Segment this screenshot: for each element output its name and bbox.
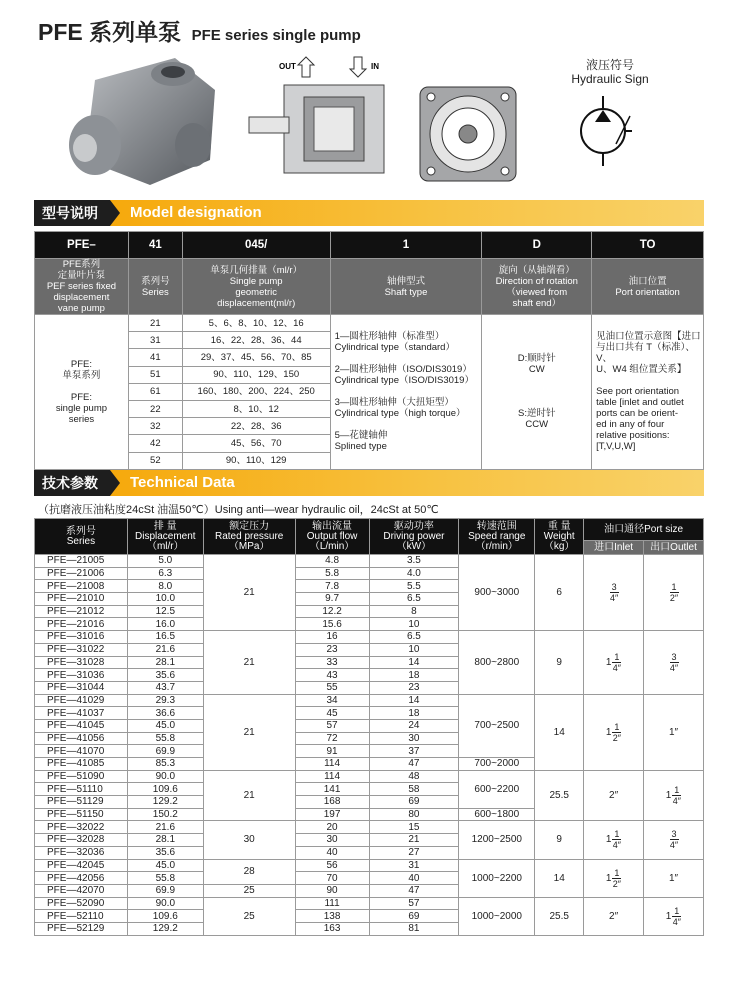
series-number: 32 [128,418,182,435]
driving-power: 8 [369,605,459,618]
output-flow: 9.7 [295,593,369,606]
driving-power: 6.5 [369,631,459,644]
tech-header-7: 油口通径Port size [584,519,704,541]
driving-power: 80 [369,808,459,821]
output-flow: 20 [295,821,369,834]
model-number: PFE—41037 [35,707,128,720]
output-flow: 45 [295,707,369,720]
displacement-value: 16.5 [127,631,203,644]
tech-section-header [34,470,704,496]
port-size-value [606,868,622,889]
output-flow: 56 [295,859,369,872]
tech-row [35,859,704,872]
model-code-0: PFE– [35,232,129,259]
outlet-port-size [644,631,704,694]
series-number: 51 [128,366,182,383]
tech-header-0: 系列号 Series [35,519,128,555]
model-number: PFE—51110 [35,783,128,796]
port-size-value [666,785,682,806]
model-number: PFE—52129 [35,922,128,935]
driving-power: 69 [369,796,459,809]
model-designation-table [34,231,704,470]
out-label: OUT [279,62,296,71]
driving-power: 10 [369,618,459,631]
output-flow: 57 [295,719,369,732]
port-size-fraction [670,582,679,603]
rated-pressure: 21 [203,631,295,694]
output-flow: 12.2 [295,605,369,618]
output-flow: 16 [295,631,369,644]
output-flow: 138 [295,910,369,923]
output-flow: 4.8 [295,555,369,568]
outlet-port-size [644,821,704,859]
inlet-port-size [584,631,644,694]
model-number: PFE—21012 [35,605,128,618]
model-number: PFE—32028 [35,834,128,847]
model-number: PFE—21010 [35,593,128,606]
displacement-value: 36.6 [127,707,203,720]
port-size-value [666,906,682,927]
speed-range: 800~2800 [459,631,535,694]
port-size-value [669,652,679,673]
displacement-options: 45、56、70 [182,435,330,452]
model-number: PFE—21006 [35,567,128,580]
displacement-value: 90.0 [127,897,203,910]
outlet-port-size [644,555,704,631]
model-section-en: Model designation [130,204,262,221]
rated-pressure: 30 [203,821,295,859]
model-header-5: 油口位置 Port orientation [592,259,704,315]
port-size-value [669,582,679,603]
speed-range: 600~2200 [459,770,535,808]
port-size-whole: 1″ [668,726,679,738]
port-size-denominator: 4″ [612,840,621,851]
weight: 25.5 [535,897,584,935]
model-number: PFE—32022 [35,821,128,834]
driving-power: 27 [369,846,459,859]
output-flow: 90 [295,884,369,897]
weight: 9 [535,821,584,859]
inlet-port-size [584,859,644,897]
speed-range: 900~3000 [459,555,535,631]
model-header-2: 单泵几何排量（ml/r） Single pump geometric displacement(ml/r) [182,259,330,315]
output-flow: 111 [295,897,369,910]
displacement-value: 69.9 [127,745,203,758]
tech-row [35,770,704,783]
model-number: PFE—41070 [35,745,128,758]
driving-power: 15 [369,821,459,834]
rated-pressure: 21 [203,694,295,770]
weight: 14 [535,859,584,897]
model-section-cn: 型号说明 [34,200,110,226]
displacement-value: 45.0 [127,719,203,732]
driving-power: 4.0 [369,567,459,580]
driving-power: 14 [369,694,459,707]
shaft-types: 1—圆柱形轴伸（标准型） Cylindrical type（standard） 2—圆柱形轴伸（ISO/DIS3019） Cylindrical type（ISO/DIS3019） 3—圆柱形轴伸（大扭矩型） Cylindrical type（high torque） 5—花键轴伸 Splined type [330,315,482,470]
port-size-denominator: 4″ [669,840,679,851]
speed-range: 1000~2200 [459,859,535,897]
tech-section-en: Technical Data [130,474,235,491]
output-flow: 70 [295,872,369,885]
displacement-value: 29.3 [127,694,203,707]
model-code-3: 1 [330,232,482,259]
in-label: IN [371,62,379,71]
rated-pressure: 21 [203,555,295,631]
tech-section-cn: 技术参数 [34,470,110,496]
port-size-whole: 2″ [609,910,619,922]
port-size-denominator: 2″ [612,732,621,743]
tech-row [35,694,704,707]
output-flow: 40 [295,846,369,859]
output-flow: 34 [295,694,369,707]
port-size-numerator: 1 [674,905,680,916]
displacement-value: 45.0 [127,859,203,872]
port-size-whole: 2″ [609,790,619,802]
output-flow: 30 [295,834,369,847]
series-description: PFE: 单泵系列 PFE: single pump series [35,315,129,470]
model-code-5: TO [592,232,704,259]
driving-power: 40 [369,872,459,885]
displacement-value: 21.6 [127,643,203,656]
output-flow: 141 [295,783,369,796]
tech-header-6: 重 量 Weight （kg） [535,519,584,555]
tech-header-row [35,519,704,541]
displacement-options: 29、37、45、56、70、85 [182,349,330,366]
rated-pressure: 21 [203,770,295,821]
displacement-value: 55.8 [127,872,203,885]
model-number: PFE—52090 [35,897,128,910]
model-number: PFE—51090 [35,770,128,783]
outlet-port-size [644,897,704,935]
port-size-denominator: 4″ [612,662,621,673]
driving-power: 14 [369,656,459,669]
model-header-1: 系列号 Series [128,259,182,315]
driving-power: 18 [369,707,459,720]
port-size-value [606,722,622,743]
rated-pressure: 25 [203,884,295,897]
output-flow: 15.6 [295,618,369,631]
displacement-value: 28.1 [127,656,203,669]
port-sub-header-1: 出口Outlet [644,541,704,555]
driving-power: 69 [369,910,459,923]
hydraulic-sign-label [555,58,665,86]
rotation-options: D:顺时针 CW S:逆时针 CCW [482,315,592,470]
port-size-value [669,829,679,850]
output-flow: 91 [295,745,369,758]
displacement-value: 150.2 [127,808,203,821]
driving-power: 18 [369,669,459,682]
port-size-whole: 1 [605,834,612,846]
driving-power: 37 [369,745,459,758]
hydraulic-symbol-icon [572,96,634,166]
port-size-denominator: 2″ [669,593,679,604]
page-title [38,14,361,47]
port-size-fraction [612,868,621,889]
port-size-fraction [612,722,621,743]
driving-power: 81 [369,922,459,935]
port-size-whole: 1 [605,726,612,738]
port-size-numerator: 1 [674,785,680,796]
hydraulic-en: Hydraulic Sign [571,72,649,86]
output-flow: 33 [295,656,369,669]
displacement-options: 90、110、129 [182,452,330,469]
inlet-port-size [584,821,644,859]
displacement-value: 69.9 [127,884,203,897]
displacement-value: 90.0 [127,770,203,783]
driving-power: 57 [369,897,459,910]
tech-row [35,821,704,834]
weight: 9 [535,631,584,694]
model-number: PFE—41045 [35,719,128,732]
model-header-3: 轴伸型式 Shaft type [330,259,482,315]
tech-header-2: 额定压力 Rated pressure （MPa） [203,519,295,555]
output-flow: 114 [295,758,369,771]
displacement-value: 6.3 [127,567,203,580]
driving-power: 47 [369,758,459,771]
port-size-fraction [610,582,619,603]
title-cn: PFE 系列单泵 [38,19,182,45]
port-size-numerator: 1 [614,651,620,662]
model-number: PFE—31016 [35,631,128,644]
output-flow: 72 [295,732,369,745]
displacement-value: 35.6 [127,846,203,859]
rated-pressure: 25 [203,897,295,935]
port-size-value [609,790,618,801]
output-flow: 5.8 [295,567,369,580]
displacement-value: 55.8 [127,732,203,745]
output-flow: 23 [295,643,369,656]
model-code-4: D [482,232,592,259]
port-size-numerator: 1 [614,867,620,878]
speed-range: 600~1800 [459,808,535,821]
displacement-options: 8、10、12 [182,400,330,417]
inlet-port-size [584,897,644,935]
port-size-whole: 1 [605,872,612,884]
series-number: 31 [128,332,182,349]
weight: 25.5 [535,770,584,821]
driving-power: 23 [369,681,459,694]
displacement-value: 109.6 [127,783,203,796]
model-number: PFE—51129 [35,796,128,809]
displacement-value: 12.5 [127,605,203,618]
series-number: 61 [128,383,182,400]
output-flow: 163 [295,922,369,935]
driving-power: 21 [369,834,459,847]
port-size-numerator: 3 [671,829,677,840]
model-number: PFE—32036 [35,846,128,859]
speed-range: 700~2000 [459,758,535,771]
port-size-value [606,652,622,673]
displacement-value: 10.0 [127,593,203,606]
output-flow: 114 [295,770,369,783]
model-number: PFE—52110 [35,910,128,923]
model-number: PFE—41085 [35,758,128,771]
port-size-fraction [670,652,679,673]
port-size-denominator: 2″ [612,878,621,889]
speed-range: 1000~2000 [459,897,535,935]
port-size-numerator: 1 [614,721,620,732]
displacement-value: 8.0 [127,580,203,593]
output-flow: 43 [295,669,369,682]
port-size-fraction [670,829,679,850]
driving-power: 47 [369,884,459,897]
model-section-header [34,200,704,226]
test-condition: （抗磨液压油粘度24cSt 油温50℃）Using anti—wear hydraulic oil，24cSt at 50℃ [38,504,439,516]
model-code-1: 41 [128,232,182,259]
inlet-port-size [584,694,644,770]
outlet-port-size [644,859,704,897]
driving-power: 30 [369,732,459,745]
series-number: 22 [128,400,182,417]
port-size-whole: 1 [665,790,672,802]
driving-power: 48 [369,770,459,783]
port-size-numerator: 3 [611,582,617,593]
weight: 14 [535,694,584,770]
series-number: 52 [128,452,182,469]
port-size-denominator: 4″ [672,916,681,927]
driving-power: 6.5 [369,593,459,606]
series-number: 21 [128,315,182,332]
port-size-fraction [672,785,681,806]
displacement-value: 129.2 [127,922,203,935]
model-number: PFE—42070 [35,884,128,897]
displacement-value: 35.6 [127,669,203,682]
outlet-port-size [644,694,704,770]
port-size-value [606,829,622,850]
port-size-fraction [612,829,621,850]
displacement-options: 90、110、129、150 [182,366,330,383]
displacement-value: 21.6 [127,821,203,834]
tech-row [35,631,704,644]
model-number: PFE—31028 [35,656,128,669]
model-number: PFE—21016 [35,618,128,631]
port-size-value [669,727,678,738]
displacement-options: 16、22、28、36、44 [182,332,330,349]
model-number: PFE—31044 [35,681,128,694]
tech-row [35,555,704,568]
port-size-fraction [612,652,621,673]
model-code-2: 045/ [182,232,330,259]
displacement-options: 160、180、200、224、250 [182,383,330,400]
title-en: PFE series single pump [191,27,361,44]
displacement-options: 22、28、36 [182,418,330,435]
driving-power: 31 [369,859,459,872]
model-number: PFE—31036 [35,669,128,682]
outlet-port-size [644,770,704,821]
model-number: PFE—42045 [35,859,128,872]
pump-photo [55,50,220,190]
model-header-4: 旋向（从轴端看） Direction of rotation （viewed from shaft end） [482,259,592,315]
port-size-value [609,582,619,603]
displacement-value: 28.1 [127,834,203,847]
model-row [35,315,704,332]
series-number: 41 [128,349,182,366]
speed-range: 1200~2500 [459,821,535,859]
tech-row [35,897,704,910]
port-size-whole: 1″ [668,872,679,884]
port-size-numerator: 3 [671,651,677,662]
port-size-whole: 1 [665,910,672,922]
port-size-value [609,911,618,922]
tech-header-1: 排 量 Displacement （ml/r） [127,519,203,555]
displacement-value: 129.2 [127,796,203,809]
output-flow: 197 [295,808,369,821]
technical-data-table [34,518,704,936]
displacement-value: 16.0 [127,618,203,631]
pump-section-drawing [244,55,409,180]
model-number: PFE—21005 [35,555,128,568]
displacement-value: 5.0 [127,555,203,568]
port-size-numerator: 1 [614,829,620,840]
port-orientation: 见油口位置示意图【进口 与出口共有 T（标准）、V、 U、W4 组位置关系】 See port orientation table [inlet and outlet ports can be orient- ed in any of four relative positions: [T,V,U,W] [592,315,704,470]
driving-power: 58 [369,783,459,796]
port-size-whole: 1 [605,656,612,668]
displacement-value: 43.7 [127,681,203,694]
displacement-value: 109.6 [127,910,203,923]
model-number: PFE—31022 [35,643,128,656]
driving-power: 5.5 [369,580,459,593]
driving-power: 24 [369,719,459,732]
pump-front-view [418,85,518,183]
output-flow: 168 [295,796,369,809]
rated-pressure: 28 [203,859,295,884]
tech-header-4: 驱动功率 Driving power （kW） [369,519,459,555]
displacement-options: 5、6、8、10、12、16 [182,315,330,332]
output-flow: 7.8 [295,580,369,593]
model-number: PFE—41056 [35,732,128,745]
weight: 6 [535,555,584,631]
model-number: PFE—41029 [35,694,128,707]
inlet-port-size [584,770,644,821]
displacement-value: 85.3 [127,758,203,771]
speed-range: 700~2500 [459,694,535,757]
inlet-port-size [584,555,644,631]
model-number: PFE—42056 [35,872,128,885]
output-flow: 55 [295,681,369,694]
tech-header-3: 输出流量 Output flow （L/min） [295,519,369,555]
port-sub-header-0: 进口Inlet [584,541,644,555]
driving-power: 10 [369,643,459,656]
model-number: PFE—21008 [35,580,128,593]
hydraulic-cn: 液压符号 [585,58,634,72]
port-size-fraction [672,906,681,927]
port-size-value [669,873,678,884]
driving-power: 3.5 [369,555,459,568]
series-number: 42 [128,435,182,452]
model-header-0: PFE系列 定量叶片泵 PEF series fixed displacement vane pump [35,259,129,315]
model-number: PFE—51150 [35,808,128,821]
tech-header-5: 转速范围 Speed range （r/min） [459,519,535,555]
port-size-numerator: 1 [671,582,677,593]
port-size-denominator: 4″ [672,796,681,807]
port-size-denominator: 4″ [669,662,679,673]
port-size-denominator: 4″ [610,593,619,604]
